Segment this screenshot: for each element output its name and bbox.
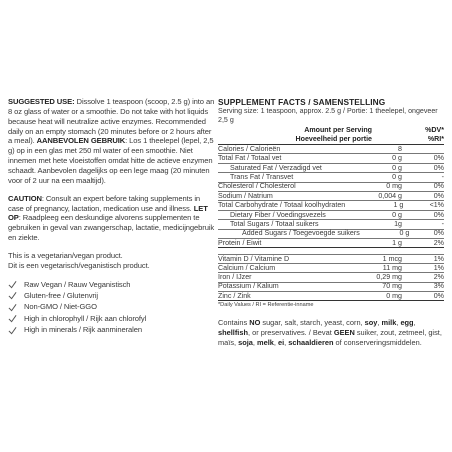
- table-row: [218, 264, 444, 273]
- nutrient-name: Vitamin D / Vitamine D: [218, 254, 290, 263]
- nutrient-amount: 0 g: [392, 210, 402, 219]
- checklist-label: Raw Vegan / Rauw Veganistisch: [24, 279, 131, 289]
- nutrient-amount: 11 mg: [382, 263, 402, 272]
- nutrient-name: Total Carbohydrate / Totaal koolhydraten: [218, 201, 346, 210]
- table-row: [218, 145, 444, 154]
- contains-text: ,: [284, 337, 289, 347]
- checkmark-icon: [8, 314, 17, 323]
- header-dv-en: %DV*: [425, 126, 444, 135]
- suggested-use: [8, 97, 215, 186]
- nutrient-amount: 1 mcg: [382, 254, 402, 263]
- contains-text: Contains: [218, 318, 250, 328]
- nutrient-amount: 0,29 mg: [376, 272, 402, 281]
- nutrient-dv: 0%: [433, 191, 444, 200]
- checkmark-icon: [8, 303, 17, 312]
- suggested-use-text: Dissolve 1 teaspoon (scoop, 2.5 g) into an 8 oz glass of water or a smoothie. Do not take with hot liquids because heat will neutralize active enzymes. Recommended daily on an empty stomach (20 minutes before or 2 hours after a meal).: [8, 97, 215, 146]
- nutrient-amount: 1 g: [392, 238, 402, 247]
- allergen-statement: [218, 318, 444, 347]
- table-row: [218, 164, 444, 173]
- header-amount-nl: Hoeveelheid per portie: [295, 134, 372, 143]
- nutrient-dv: 0%: [433, 291, 444, 300]
- nutrient-amount: 0 mg: [386, 291, 402, 300]
- vegan-nl: Dit is een vegetarisch/veganistisch product.: [8, 260, 150, 270]
- aanbevolen-label: AANBEVOLEN GEBRUIK: [36, 136, 126, 146]
- nutrient-dv: 0%: [433, 229, 444, 238]
- contains-text: ,: [396, 318, 401, 328]
- checklist-item: [8, 313, 215, 324]
- checklist-item: [8, 324, 215, 335]
- nutrient-amount: 1 g: [393, 201, 404, 210]
- allergen-melk: melk: [257, 337, 274, 347]
- suggested-use-label: SUGGESTED USE:: [8, 97, 75, 106]
- contains-geen: GEEN: [333, 327, 355, 337]
- nutrient-dv: 1%: [433, 254, 444, 263]
- allergen-milk: milk: [381, 318, 397, 328]
- header-amount-en: Amount per Serving: [304, 126, 372, 135]
- nutrient-name: Calories / Calorieën: [218, 144, 281, 153]
- nutrient-dv: 3%: [433, 282, 444, 291]
- contains-no: NO: [249, 318, 261, 328]
- header-amount: [218, 126, 374, 143]
- nutrient-name: Protein / Eiwit: [218, 238, 262, 247]
- nutrient-name: Total Fat / Totaal vet: [218, 154, 282, 163]
- contains-text: of conserveringsmiddelen.: [333, 337, 422, 347]
- vegan-statement: [8, 251, 215, 271]
- checklist-label: High in chlorophyll / Rijk aan chlorofyl: [24, 313, 147, 323]
- allergen-ei: ei: [278, 337, 285, 347]
- table-row: [218, 239, 444, 248]
- table-row: [218, 192, 444, 201]
- header-dv: [374, 126, 444, 143]
- contains-text: sugar, salt, starch, yeast, corn,: [260, 318, 365, 328]
- checkmark-icon: [8, 326, 17, 335]
- nutrient-dv: 2%: [433, 238, 444, 247]
- contains-text: ,: [273, 337, 278, 347]
- nutrient-dv: -: [441, 219, 444, 228]
- allergen-schaaldieren: schaaldieren: [288, 337, 334, 347]
- nutrient-amount: 0 mg: [386, 182, 402, 191]
- table-row: [218, 220, 444, 229]
- nutrient-name: Calcium / Calcium: [218, 263, 276, 272]
- contains-text: , or preservatives. / Bevat: [247, 327, 334, 337]
- contains-text: suiker, zout, zetmeel, gist, maïs,: [218, 327, 442, 347]
- nutrient-name: Sodium / Natrium: [218, 191, 273, 200]
- checklist-item: [8, 290, 215, 301]
- letop-label: LET OP: [8, 203, 208, 223]
- nutrient-name: Iron / IJzer: [218, 272, 252, 281]
- nutrient-dv: <1%: [429, 201, 444, 210]
- nutrient-amount: 0 g: [392, 173, 402, 182]
- nutrient-amount: 0,004 g: [378, 191, 402, 200]
- caution-label: CAUTION: [8, 193, 42, 203]
- checklist-label: Gluten-free / Glutenvrij: [24, 290, 98, 300]
- contains-text: ,: [377, 318, 382, 328]
- contains-text: ,: [413, 318, 416, 328]
- nutrient-dv: 2%: [433, 272, 444, 281]
- nutrient-name: Total Sugars / Totaal suikers: [230, 219, 319, 228]
- table-row: [218, 254, 444, 263]
- table-row: [218, 292, 444, 301]
- serving-size: Serving size: 1 teaspoon, approx. 2.5 g / Portie: 1 theelepel, ongeveer 2,5 g: [218, 107, 438, 125]
- footnote: *Daily Values / RI = Referentie-inname: [218, 302, 314, 309]
- table-row: [218, 230, 444, 239]
- nutrient-amount: 70 mg: [382, 282, 402, 291]
- usage-panel: [8, 97, 215, 336]
- nutrient-name: Added Sugars / Toegevoegde suikers: [242, 229, 360, 238]
- checklist-item: [8, 302, 215, 313]
- table-row: [218, 283, 444, 292]
- nutrient-amount: 0 g: [392, 154, 402, 163]
- nutrient-amount: 1g: [394, 219, 402, 228]
- header-dv-nl: %RI*: [427, 134, 444, 143]
- allergen-soja: soja: [238, 337, 253, 347]
- checkmark-icon: [8, 280, 17, 289]
- allergen-egg: egg: [400, 318, 414, 328]
- letop-text: : Raadpleeg een deskundige alvorens supplementen te gebruiken in geval van zwangerschap, lactatie, medicijngebruik en ziekte.: [8, 213, 215, 243]
- caution-text: : Consult an expert before taking supplements in case of pregnancy, lactation, medication use and illness.: [8, 193, 201, 213]
- nutrient-name: Trans Fat / Transvet: [230, 173, 294, 182]
- table-row: [218, 201, 444, 210]
- table-row: [218, 154, 444, 163]
- nutrient-amount: 8: [398, 144, 402, 153]
- contains-text: ,: [252, 337, 258, 347]
- nutrient-amount: 0 g: [392, 163, 402, 172]
- table-header: [218, 126, 444, 143]
- nutrient-dv: 0%: [433, 182, 444, 191]
- nutrient-dv: -: [441, 173, 444, 182]
- nutrient-dv: 1%: [433, 263, 444, 272]
- nutrient-name: Cholesterol / Cholesterol: [218, 182, 296, 191]
- checklist-label: Non-GMO / Niet-GGO: [24, 302, 97, 312]
- caution: [8, 194, 215, 243]
- table-row: [218, 211, 444, 220]
- nutrient-dv: 0%: [433, 163, 444, 172]
- facts-table: [218, 144, 444, 301]
- checklist-item: [8, 279, 215, 290]
- nutrient-name: Dietary Fiber / Voedingsvezels: [230, 210, 326, 219]
- feature-checklist: [8, 279, 215, 336]
- table-row: [218, 273, 444, 282]
- nutrient-name: Zinc / Zink: [218, 291, 251, 300]
- nutrient-dv: 0%: [433, 210, 444, 219]
- vegan-en: This is a vegetarian/vegan product.: [8, 251, 123, 261]
- nutrient-name: Potassium / Kalium: [218, 282, 279, 291]
- table-row: [218, 183, 444, 192]
- allergen-soy: soy: [364, 318, 378, 328]
- checkmark-icon: [8, 291, 17, 300]
- supplement-facts-title: SUPPLEMENT FACTS / SAMENSTELLING: [218, 97, 386, 107]
- table-row: [218, 173, 444, 182]
- aanbevolen-text: : Los 1 theelepel (lepel, 2,5 g) op in een glas met 250 ml water of een smoothie. Niet innemen met hete vloeistoffen omdat hitte de actieve enzymen schaadt. Aanbevolen dagelijks op een lege maag (20 minuten voor of 2 uur na een maaltijd).: [8, 136, 214, 185]
- supplement-facts-panel: [218, 97, 444, 347]
- nutrient-dv: 0%: [433, 154, 444, 163]
- checklist-label: High in minerals / Rijk aanmineralen: [24, 325, 142, 335]
- nutrient-amount: 0 g: [399, 229, 410, 238]
- allergen-shellfish: shellfish: [218, 327, 248, 337]
- nutrient-name: Saturated Fat / Verzadigd vet: [230, 163, 322, 172]
